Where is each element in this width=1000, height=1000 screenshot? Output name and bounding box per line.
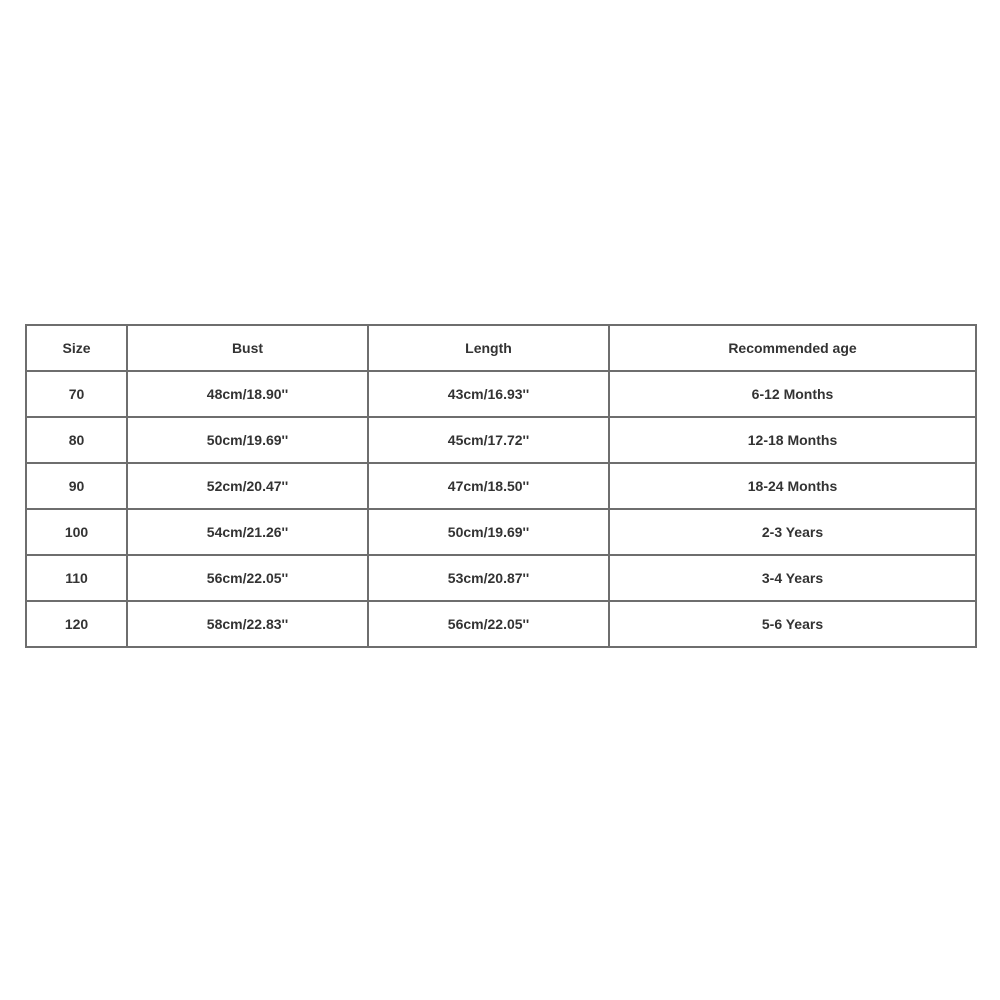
header-size: Size — [26, 325, 127, 371]
table-row — [26, 417, 976, 463]
cell-bust: 54cm/21.26'' — [127, 509, 368, 555]
cell-size: 120 — [26, 601, 127, 647]
cell-bust: 56cm/22.05'' — [127, 555, 368, 601]
cell-size: 70 — [26, 371, 127, 417]
cell-bust: 52cm/20.47'' — [127, 463, 368, 509]
size-chart-table — [25, 324, 977, 648]
cell-size: 80 — [26, 417, 127, 463]
cell-recommended-age: 2-3 Years — [609, 509, 976, 555]
cell-length: 53cm/20.87'' — [368, 555, 609, 601]
cell-size: 90 — [26, 463, 127, 509]
cell-bust: 50cm/19.69'' — [127, 417, 368, 463]
table-row — [26, 601, 976, 647]
cell-length: 47cm/18.50'' — [368, 463, 609, 509]
cell-recommended-age: 3-4 Years — [609, 555, 976, 601]
table-row — [26, 463, 976, 509]
cell-bust: 48cm/18.90'' — [127, 371, 368, 417]
cell-length: 43cm/16.93'' — [368, 371, 609, 417]
header-bust: Bust — [127, 325, 368, 371]
cell-bust: 58cm/22.83'' — [127, 601, 368, 647]
cell-length: 56cm/22.05'' — [368, 601, 609, 647]
cell-length: 50cm/19.69'' — [368, 509, 609, 555]
table-header-row — [26, 325, 976, 371]
cell-length: 45cm/17.72'' — [368, 417, 609, 463]
cell-recommended-age: 18-24 Months — [609, 463, 976, 509]
cell-recommended-age: 12-18 Months — [609, 417, 976, 463]
table-row — [26, 555, 976, 601]
cell-size: 100 — [26, 509, 127, 555]
cell-size: 110 — [26, 555, 127, 601]
table-row — [26, 371, 976, 417]
table-row — [26, 509, 976, 555]
header-length: Length — [368, 325, 609, 371]
header-recommended-age: Recommended age — [609, 325, 976, 371]
cell-recommended-age: 6-12 Months — [609, 371, 976, 417]
cell-recommended-age: 5-6 Years — [609, 601, 976, 647]
